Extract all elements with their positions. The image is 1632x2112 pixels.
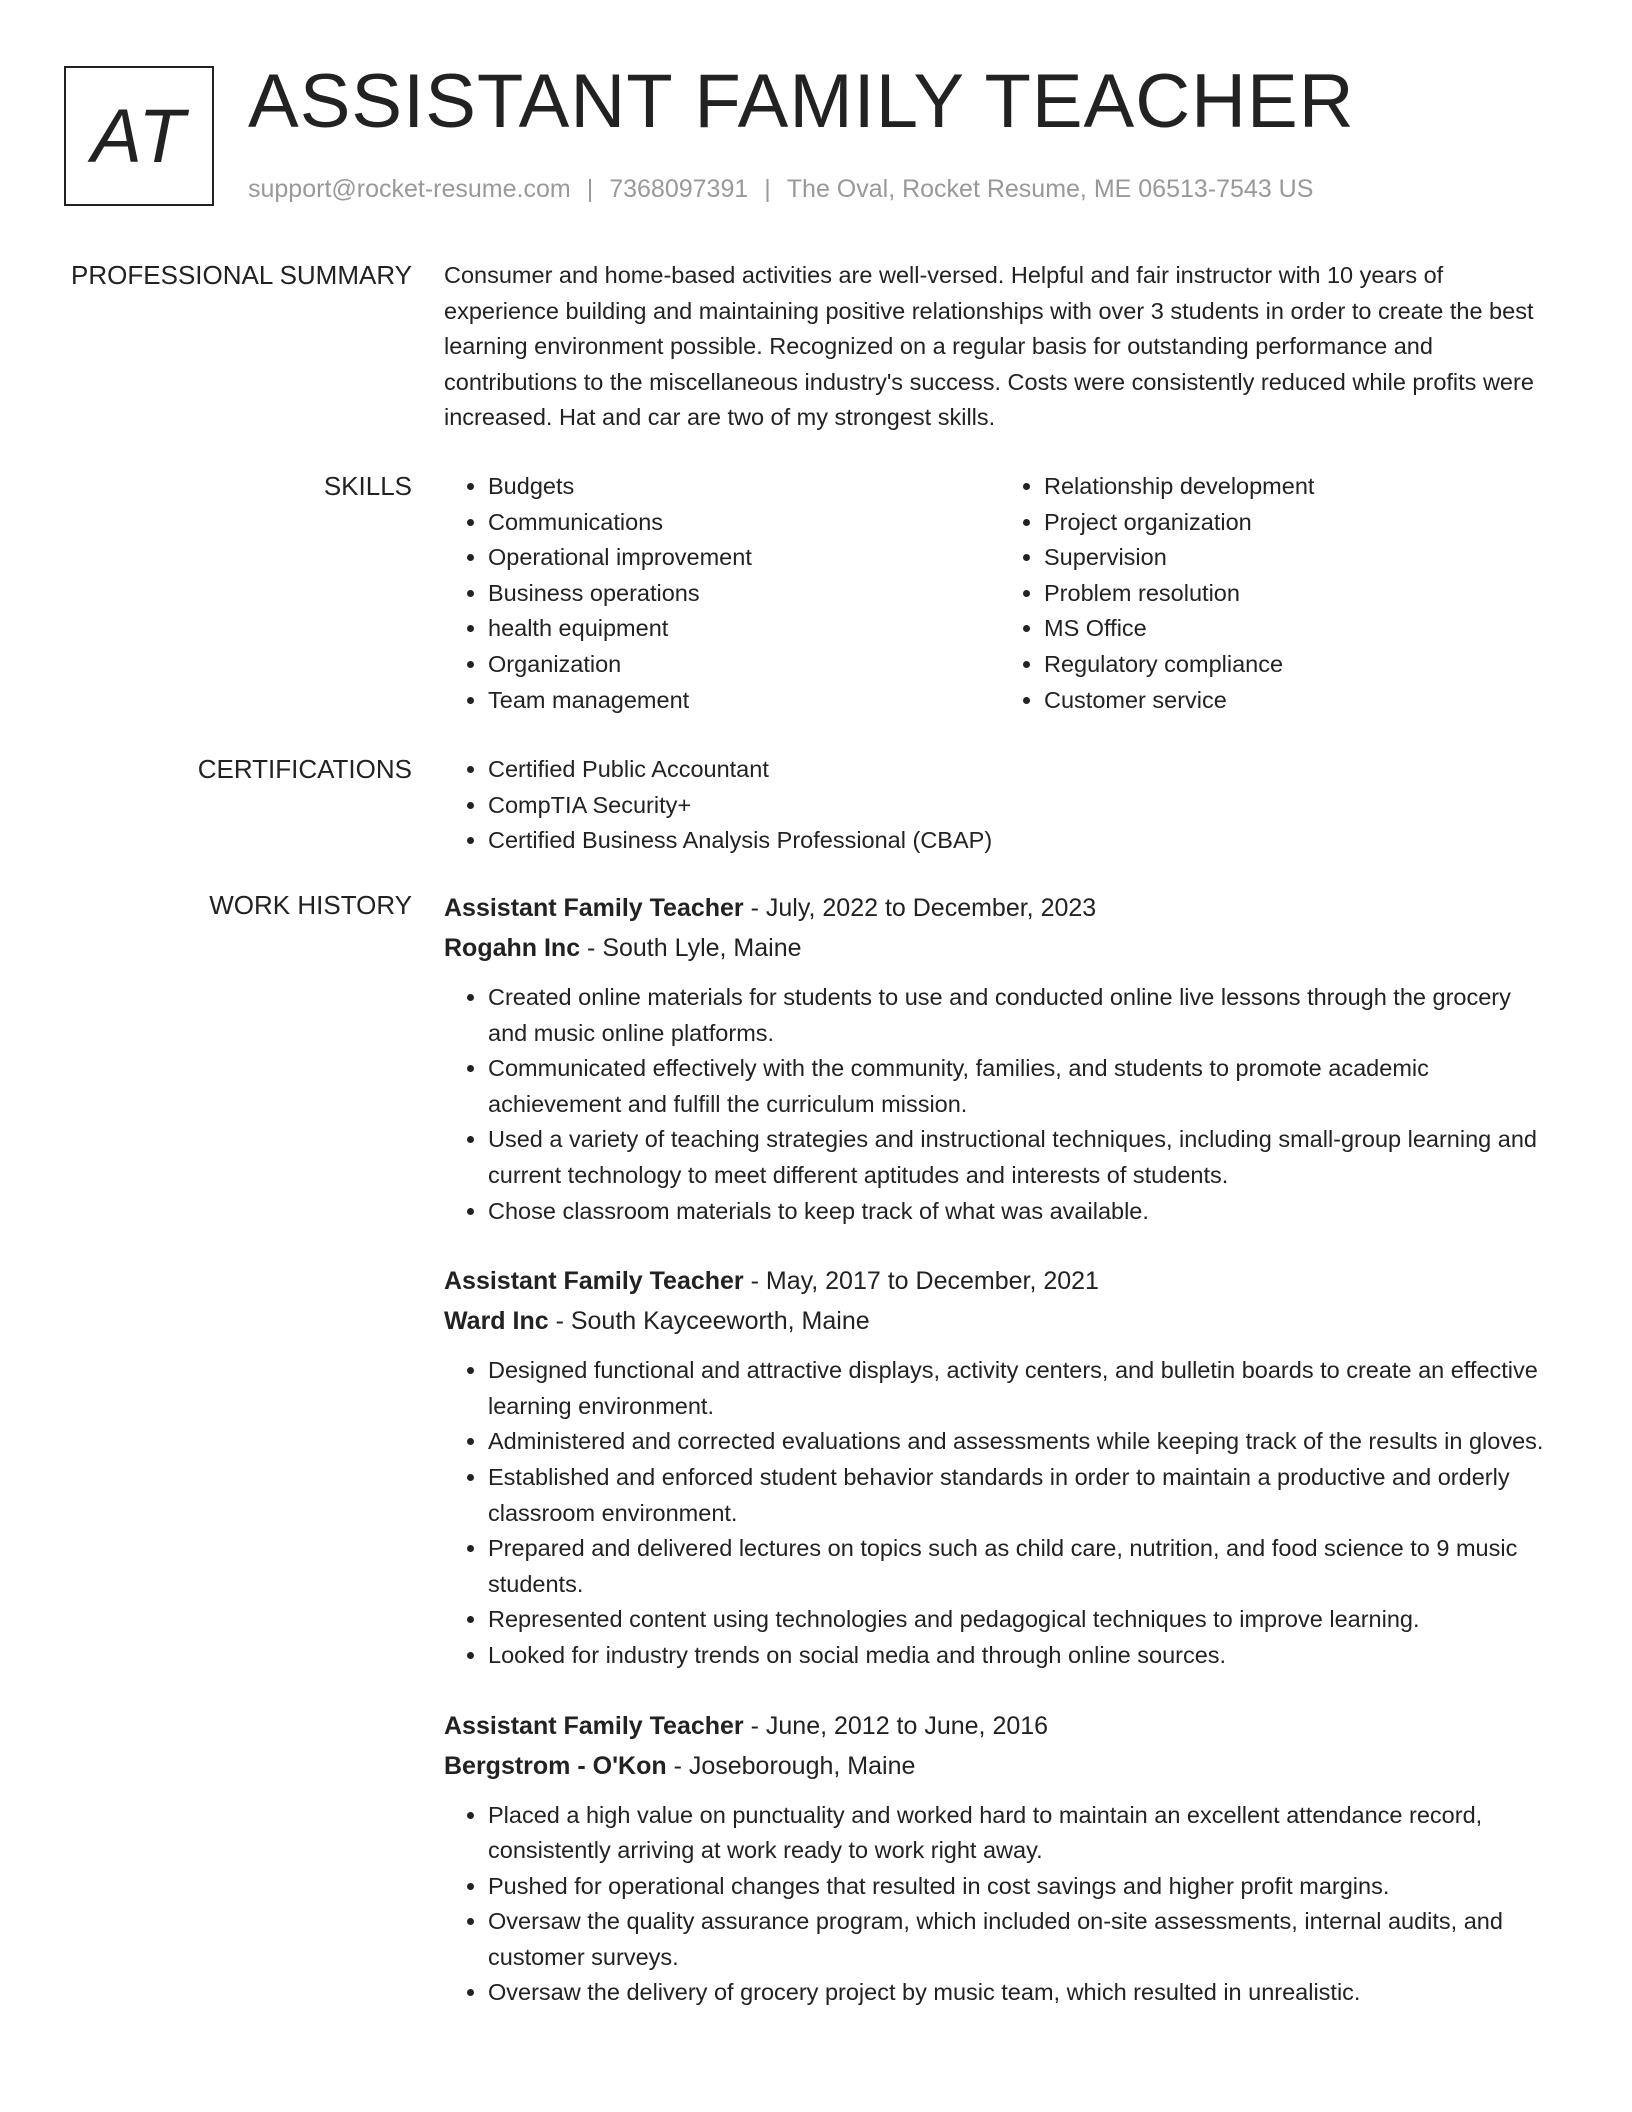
job-title: Assistant Family Teacher: [444, 1267, 744, 1296]
email-link[interactable]: support@rocket-resume.com: [248, 175, 571, 203]
skill-item: • health equipment: [488, 611, 1000, 647]
monogram-logo: AT: [64, 66, 214, 206]
job-title-line: [444, 888, 1556, 928]
responsibility-item: • Chose classroom materials to keep track of what was available.: [488, 1194, 1556, 1230]
job-title-line: [444, 1706, 1556, 1746]
skill-item: • Business operations: [488, 576, 1000, 612]
responsibility-item: • Placed a high value on punctuality and worked hard to maintain an excellent attendance record, consistently arriving at work ready to work right away.: [488, 1798, 1556, 1869]
section-heading-certifications: CERTIFICATIONS: [197, 754, 412, 784]
responsibility-item: • Prepared and delivered lectures on topics such as child care, nutrition, and food science to 9 music students.: [488, 1531, 1556, 1602]
company-name: Bergstrom - O'Kon: [444, 1751, 667, 1780]
company-location: - South Kayceeworth, Maine: [548, 1307, 870, 1336]
responsibility-item: • Administered and corrected evaluations and assessments while keeping track of the results in gloves.: [488, 1424, 1556, 1460]
company-location: - Joseborough, Maine: [666, 1751, 916, 1780]
contact-separator: |: [586, 175, 594, 203]
certification-item: • Certified Public Accountant: [488, 752, 1556, 788]
resume-title: ASSISTANT FAMILY TEACHER: [248, 59, 1355, 144]
skills-list-left: [444, 469, 1000, 718]
job-entry: [444, 1706, 1556, 2012]
address: The Oval, Rocket Resume, ME 06513-7543 US: [786, 175, 1314, 203]
company-name: Rogahn Inc: [444, 934, 581, 962]
job-title: Assistant Family Teacher: [444, 1711, 744, 1740]
responsibility-item: • Represented content using technologies and pedagogical techniques to improve learning.: [488, 1602, 1556, 1638]
jobs-list: [444, 888, 1556, 2043]
company-location: - South Lyle, Maine: [580, 934, 802, 962]
job-company-line: [444, 1301, 1556, 1341]
company-name: Ward Inc: [444, 1307, 549, 1336]
certifications-list: [444, 752, 1556, 859]
responsibility-item: • Communicated effectively with the community, families, and students to promote academic achievement and fulfill the curriculum mission.: [488, 1051, 1556, 1122]
job-dates: - May, 2017 to December, 2021: [743, 1267, 1099, 1296]
responsibility-item: • Created online materials for students to use and conducted online live lessons through the grocery and music online platforms.: [488, 980, 1556, 1051]
skill-item: • Communications: [488, 505, 1000, 541]
job-responsibilities: [444, 980, 1556, 1229]
skill-item: • Relationship development: [1044, 469, 1556, 505]
responsibility-item: • Oversaw the quality assurance program, which included on-site assessments, internal audits, and customer surveys.: [488, 1904, 1556, 1975]
job-title: Assistant Family Teacher: [444, 894, 744, 922]
skill-item: • Team management: [488, 683, 1000, 719]
responsibility-item: • Established and enforced student behavior standards in order to maintain a productive and orderly classroom environment.: [488, 1460, 1556, 1531]
skill-item: • Customer service: [1044, 683, 1556, 719]
job-title-line: [444, 1261, 1556, 1301]
job-dates: - July, 2022 to December, 2023: [743, 894, 1097, 922]
skill-item: • Supervision: [1044, 540, 1556, 576]
section-heading-work-history: WORK HISTORY: [209, 890, 412, 920]
job-company-line: [444, 1746, 1556, 1786]
responsibility-item: • Designed functional and attractive displays, activity centers, and bulletin boards to create an effective learning environment.: [488, 1353, 1556, 1424]
responsibility-item: • Pushed for operational changes that resulted in cost savings and higher profit margins.: [488, 1869, 1556, 1905]
contact-separator: |: [764, 175, 771, 203]
job-responsibilities: [444, 1798, 1556, 2012]
skill-item: • MS Office: [1044, 611, 1556, 647]
job-company-line: [444, 928, 1556, 968]
skills-list-right: [1000, 469, 1556, 718]
responsibility-item: • Looked for industry trends on social media and through online sources.: [488, 1638, 1556, 1674]
skill-item: • Project organization: [1044, 505, 1556, 541]
certification-item: • Certified Business Analysis Professional (CBAP): [488, 823, 1556, 859]
skill-item: • Budgets: [488, 469, 1000, 505]
phone-number[interactable]: 7368097391: [609, 175, 749, 203]
responsibility-item: • Oversaw the delivery of grocery project by music team, which resulted in unrealistic.: [488, 1975, 1556, 2011]
summary-text: Consumer and home-based activities are well-versed. Helpful and fair instructor with 10 years of experience building and maintaining positive relationships with over 3 students in order to create the best learning environment possible. Recognized on a regular basis for outstanding performance and contributions to the miscellaneous industry's success. Costs were consistently reduced while profits were increased. Hat and car are two of my strongest skills.: [444, 262, 1534, 431]
job-entry: [444, 1261, 1556, 1673]
certification-item: • CompTIA Security+: [488, 788, 1556, 824]
skill-item: • Operational improvement: [488, 540, 1000, 576]
skill-item: • Regulatory compliance: [1044, 647, 1556, 683]
skill-item: • Organization: [488, 647, 1000, 683]
job-dates: - June, 2012 to June, 2016: [743, 1711, 1049, 1740]
contact-line: [248, 174, 1313, 204]
job-entry: [444, 888, 1556, 1229]
skill-item: • Problem resolution: [1044, 576, 1556, 612]
section-heading-skills: SKILLS: [323, 471, 412, 501]
job-responsibilities: [444, 1353, 1556, 1673]
section-heading-summary: PROFESSIONAL SUMMARY: [71, 260, 412, 290]
responsibility-item: • Used a variety of teaching strategies and instructional techniques, including small-group learning and current technology to meet different aptitudes and interests of students.: [488, 1122, 1556, 1193]
